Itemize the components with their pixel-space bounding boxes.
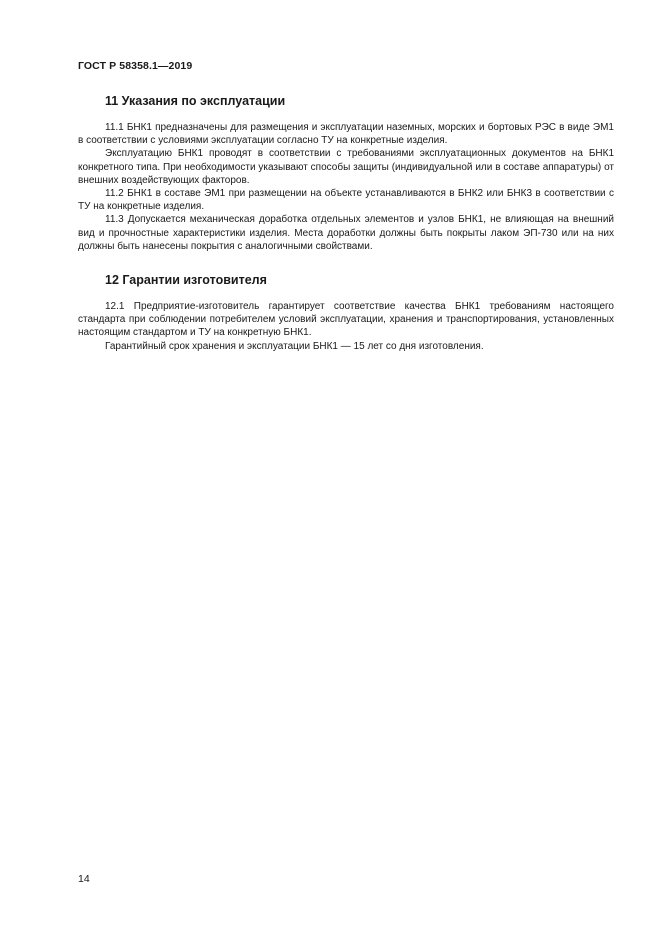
- paragraph-12-1: 12.1 Предприятие-изготовитель гарантирует соответствие качества БНК1 требованиям настоящего стандарта при соблюдении потребителем условий эксплуатации, хранения и транспортирования, установленных настоящим стандартом и ТУ на конкретную БНК1.: [78, 301, 614, 339]
- paragraph-warranty-period: Гарантийный срок хранения и эксплуатации БНК1 — 15 лет со дня изготовления.: [105, 340, 484, 352]
- document-body: [78, 94, 614, 353]
- paragraph-operation: Эксплуатацию БНК1 проводят в соответствии с требованиями эксплуатационных документов на БНК1 конкретного типа. При необходимости указывают способы защиты (индивидуальной или в составе аппаратуры) от внешних воздействующих факторов.: [78, 148, 614, 186]
- paragraph-11-2: 11.2 БНК1 в составе ЭМ1 при размещении на объекте устанавливаются в БНК2 или БНК3 в соответствии с ТУ на конкретные изделия.: [78, 188, 614, 213]
- document-code: ГОСТ Р 58358.1—2019: [78, 60, 193, 72]
- section-title: 12 Гарантии изготовителя: [105, 273, 267, 288]
- page-number: 14: [78, 873, 90, 885]
- paragraph-11-1: 11.1 БНК1 предназначены для размещения и эксплуатации наземных, морских и бортовых РЭС в виде ЭМ1 в соответствии с условиями эксплуатации согласно ТУ на конкретные изделия.: [78, 122, 614, 147]
- paragraph-11-3: 11.3 Допускается механическая доработка отдельных элементов и узлов БНК1, не влияющая на внешний вид и прочностные характеристики изделия. Места доработки должны быть покрыты лаком ЭП-730 или на них должны быть нанесены покрытия с аналогичными свойствами.: [78, 214, 614, 252]
- section-title: 11 Указания по эксплуатации: [105, 94, 286, 108]
- section-manufacturer-warranty: [78, 273, 614, 353]
- section-operating-instructions: [78, 94, 614, 253]
